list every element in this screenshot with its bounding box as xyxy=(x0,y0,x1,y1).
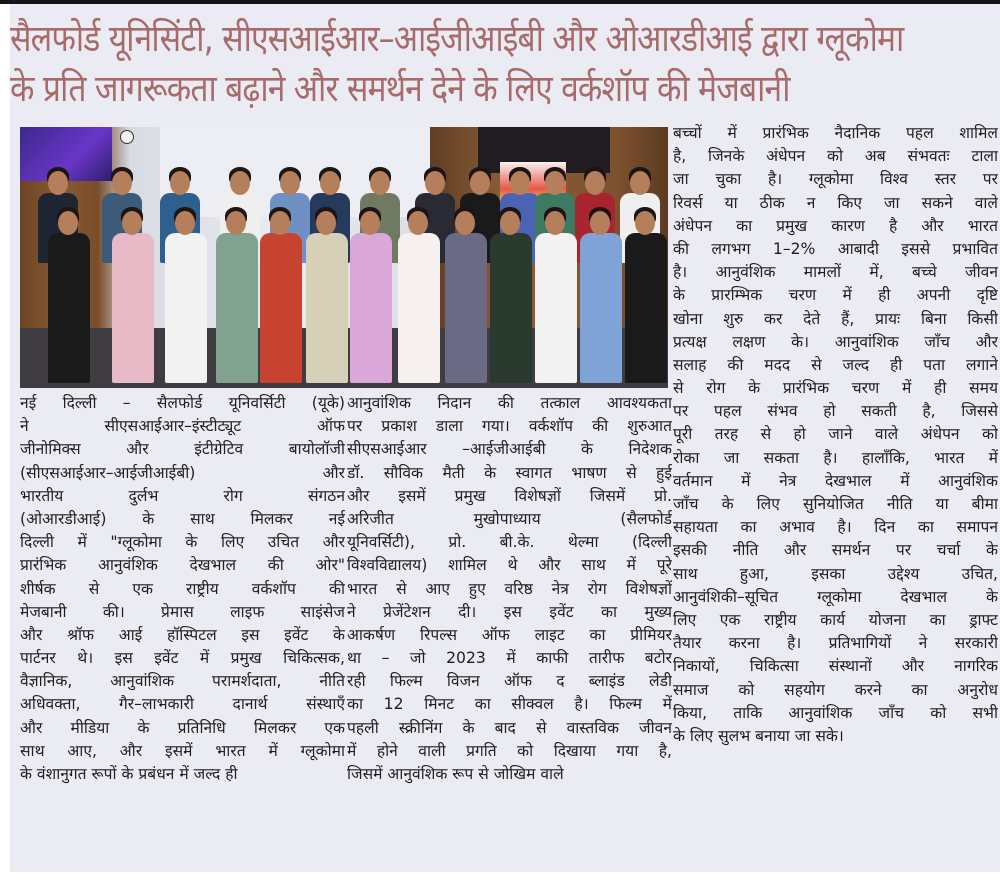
article-line: है, जिनके अंधेपन को अब संभवतः टाला xyxy=(673,147,998,166)
article-line: और मीडिया के प्रतिनिधि मिलकर एक xyxy=(20,718,345,737)
article-column-2 xyxy=(347,392,672,786)
article-line: निकायों, चिकित्सा संस्थानों और नागरिक xyxy=(673,657,998,676)
article-line: के वंशानुगत रूपों के प्रबंधन में जल्द ही xyxy=(20,765,238,783)
body xyxy=(350,233,392,383)
body xyxy=(306,233,348,383)
body xyxy=(112,233,154,383)
article-line: वर्तमान में नेत्र देखभाल में आनुवंशिक xyxy=(673,471,998,490)
head xyxy=(122,211,142,235)
head xyxy=(280,171,300,195)
head xyxy=(320,171,340,195)
article-line: आनुवांशिक निदान की तत्काल आवश्यकता xyxy=(347,394,672,412)
head xyxy=(510,171,530,195)
head xyxy=(175,211,195,235)
article-line: विश्वविद्यालय) शामिल थे और साथ में पूरे xyxy=(347,556,672,575)
body xyxy=(260,233,302,383)
newspaper-clipping xyxy=(10,4,1000,872)
head xyxy=(226,211,246,235)
head xyxy=(455,211,475,235)
head xyxy=(425,171,445,195)
headline-line-1: सैलफोर्ड यूनिसिंटी, सीएसआईआर–आईजीआईबी और ओआरडीआई द्वारा ग्लूकोमा xyxy=(10,17,904,60)
article-line: डॉ. सौविक मैती के स्वागत भाषण से हुई xyxy=(347,463,672,482)
article-line: सीएसआईआर –आईजीआईबी के निदेशक xyxy=(347,440,672,459)
article-line: (ओआरडीआई) के साथ मिलकर नई xyxy=(20,509,345,528)
article-line: था – जो 2023 में काफी तारीफ बटोर xyxy=(347,649,672,668)
body xyxy=(535,233,577,383)
article-line: के प्रारम्भिक चरण में ही अपनी दृष्टि xyxy=(673,286,998,305)
body xyxy=(48,233,90,383)
article-line: से रोग के प्रारंभिक चरण में ही समय xyxy=(673,379,998,398)
article-line: नई दिल्ली – सैलफोर्ड यूनिवर्सिटी (यूके) xyxy=(20,394,345,412)
article-line: भारतीय दुर्लभ रोग संगठन xyxy=(20,486,345,505)
article-line: इसकी नीति और समर्थन पर चर्चा के xyxy=(673,541,998,560)
article-line: भारत से आए हुए वरिष्ठ नेत्र रोग विशेषज्ञों xyxy=(347,579,672,598)
article-line: वैज्ञानिक, आनुवांशिक परामर्शदाता, नीति xyxy=(20,672,345,691)
head xyxy=(270,211,290,235)
article-line: पर प्रकाश डाला गया। वर्कशॉप की शुरुआत xyxy=(347,417,672,436)
article-line: का 12 मिनट का सीक्वल है। फिल्म में xyxy=(347,695,672,714)
head xyxy=(500,211,520,235)
head xyxy=(316,211,336,235)
article-line: किया, ताकि आनुवांशिक जाँच को सभी xyxy=(673,703,998,722)
article-line: समाज को सहयोग करने का अनुरोध xyxy=(673,680,998,699)
article-line: है। आनुवंशिक मामलों में, बच्चे जीवन xyxy=(673,263,998,282)
article-line: की लगभग 1–2% आबादी इससे प्रभावित xyxy=(673,239,998,258)
article-column-1 xyxy=(20,392,345,786)
head xyxy=(370,171,390,195)
head xyxy=(545,211,565,235)
head xyxy=(585,171,605,195)
article-line: रिवर्स या ठीक न किए जा सकने वाले xyxy=(673,193,998,212)
body xyxy=(165,233,207,383)
headline-line-2: के प्रति जागरूकता बढ़ाने और समर्थन देने के लिए वर्कशॉप की मेजबानी xyxy=(10,67,790,110)
article-line: पहली स्क्रीनिंग के बाद से वास्तविक जीवन xyxy=(347,718,672,737)
article-line: मेजबानी की। प्रेमास लाइफ साइंसेज xyxy=(20,602,345,621)
article-line: दिल्ली में "ग्लूकोमा के लिए उचित और xyxy=(20,533,345,552)
head xyxy=(230,171,250,195)
article-line: तैयार करना है। प्रतिभागियों ने सरकारी xyxy=(673,634,998,653)
article-line: और इसमें प्रमुख विशेषज्ञों जिसमें प्रो. xyxy=(347,486,672,505)
wall-clock-icon xyxy=(120,130,134,144)
article-line: खोना शुरु कर देते हैं, प्रायः बिना किसी xyxy=(673,309,998,328)
body xyxy=(625,233,667,383)
article-line: प्रत्यक्ष लक्षण के। आनुवांशिक जाँच और xyxy=(673,332,998,351)
head xyxy=(630,171,650,195)
article-column-3 xyxy=(673,122,998,748)
body xyxy=(580,233,622,383)
article-line: जीनोमिक्स और इंटीग्रेटिव बायोलॉजी xyxy=(20,440,345,459)
article-line: पूरी तरह से हो जाने वाले अंधेपन को xyxy=(673,425,998,444)
head xyxy=(408,211,428,235)
article-line: जाँच के लिए सुनियोजित नीति या बीमा xyxy=(673,495,998,513)
head xyxy=(360,211,380,235)
head xyxy=(470,171,490,195)
article-line: ने प्रेजेंटेशन दी। इस इवेंट का मुख्य xyxy=(347,602,672,621)
article-line: बच्चों में प्रारंभिक नैदानिक पहल शामिल xyxy=(673,124,998,142)
article-line: में होने वाली प्रगति को दिखाया गया है, xyxy=(347,741,672,760)
article-line: लिए एक राष्ट्रीय कार्य योजना का ड्राफ्ट xyxy=(673,610,998,629)
article-line: अंधेपन का प्रमुख कारण है और भारत xyxy=(673,216,998,235)
article-line: सहायता का अभाव है। दिन का समापन xyxy=(673,518,998,537)
article-line: आनुवंशिकी–सूचित ग्लूकोमा देखभाल के xyxy=(673,587,998,606)
article-line: शीर्षक से एक राष्ट्रीय वर्कशॉप की xyxy=(20,579,345,598)
article-line: (सीएसआईआर–आईजीआईबी) और xyxy=(20,463,345,482)
article-line: साथ हुआ, इसका उद्देश्य उचित, xyxy=(673,564,998,583)
article-line: ने सीएसआईआर–इंस्टीट्यूट ऑफ xyxy=(20,417,345,436)
body xyxy=(445,233,487,383)
head xyxy=(48,171,68,195)
head xyxy=(590,211,610,235)
article-line: सलाह की मदद से जल्द ही पता लगाने xyxy=(673,355,998,374)
article-line: यूनिवर्सिटी), प्रो. बी.के. थेल्मा (दिल्ली xyxy=(347,533,672,552)
body xyxy=(398,233,440,383)
head xyxy=(545,171,565,195)
article-line: आकर्षण रिपल्स ऑफ लाइट का प्रीमियर xyxy=(347,625,672,644)
article-line: पर पहल संभव हो सकती है, जिससे xyxy=(673,402,998,421)
article-line: जा चुका है। ग्लूकोमा विश्व स्तर पर xyxy=(673,170,998,189)
article-line: के लिए सुलभ बनाया जा सके। xyxy=(673,726,844,745)
head xyxy=(58,211,78,235)
article-line: रोका जा सकता है। हालाँकि, भारत में xyxy=(673,448,998,467)
article-line: अधिवक्ता, गैर–लाभकारी दानार्थ संस्थाएँ xyxy=(20,695,345,714)
article-line: जिसमें आनुवंशिक रूप से जोखिम वाले xyxy=(347,765,564,783)
article-line: पार्टनर थे। इस इवेंट में प्रमुख चिकित्सक, xyxy=(20,649,345,668)
head xyxy=(112,171,132,195)
article-line: अरिजीत मुखोपाध्याय (सैलफोर्ड xyxy=(347,509,672,528)
article-line: रही फिल्म विजन ऑफ द ब्लाइंड लेडी xyxy=(347,672,672,691)
body xyxy=(490,233,532,383)
article-line: और श्रॉफ आई हॉस्पिटल इस इवेंट के xyxy=(20,625,345,644)
group-photo xyxy=(20,127,668,388)
head xyxy=(170,171,190,195)
body xyxy=(216,233,258,383)
head xyxy=(635,211,655,235)
article-line: प्रारंभिक आनुवंशिक देखभाल की ओर" xyxy=(20,556,345,575)
headline xyxy=(10,14,904,114)
article-line: साथ आए, और इसमें भारत में ग्लूकोमा xyxy=(20,741,345,760)
